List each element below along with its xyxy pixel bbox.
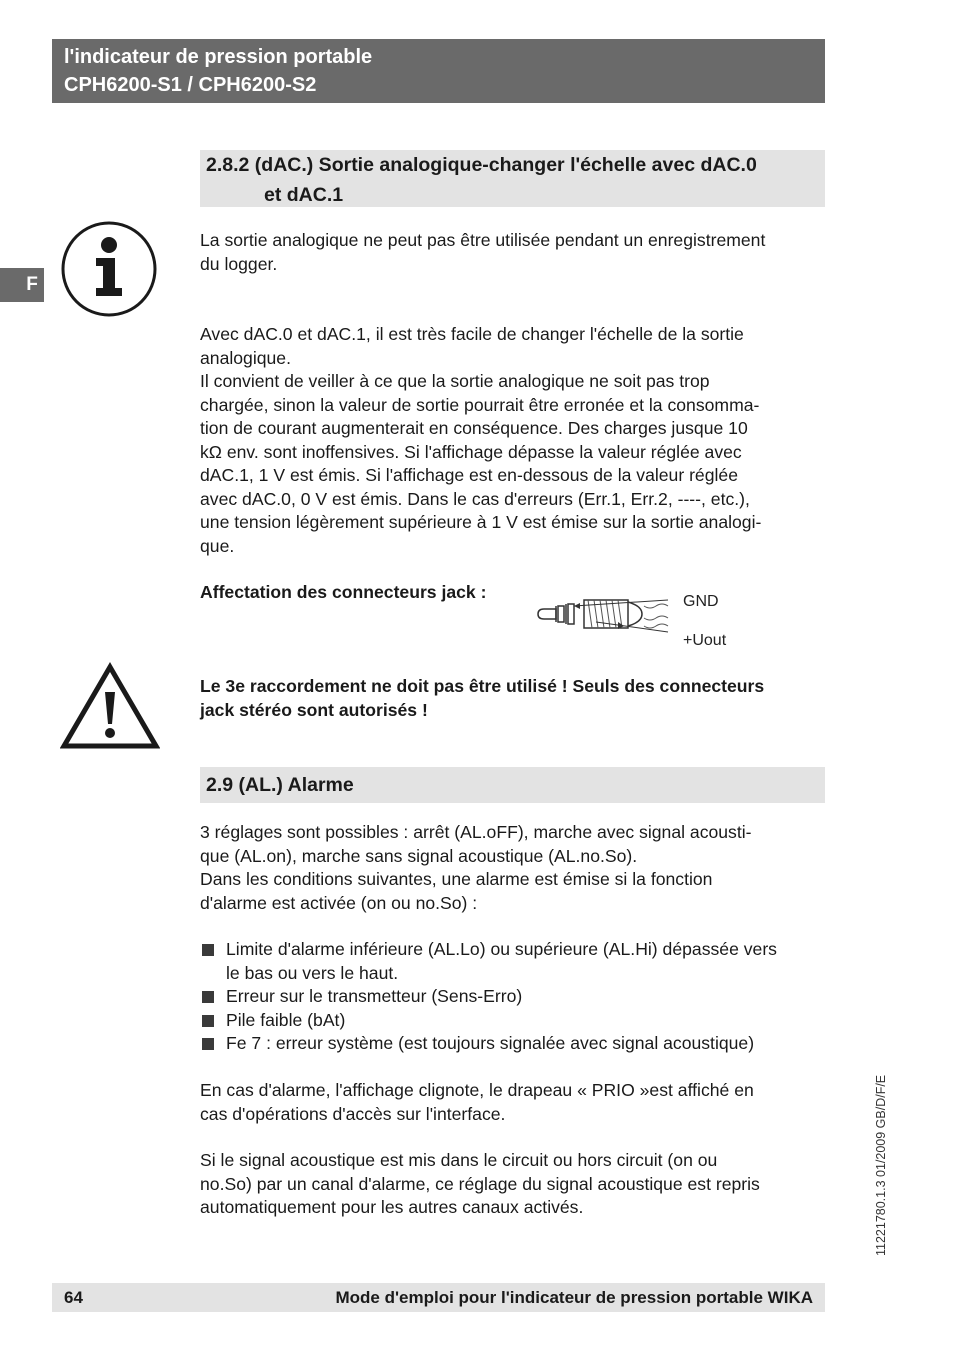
section-2-8-2-body bbox=[200, 323, 828, 558]
section-heading-line2: et dAC.1 bbox=[264, 184, 344, 206]
body-line: no.So) par un canal d'alarme, ce réglage du signal acoustique est repris bbox=[200, 1173, 760, 1194]
info-icon bbox=[60, 220, 158, 318]
jack-uout-label: +Uout bbox=[683, 632, 727, 649]
info-note bbox=[200, 229, 828, 276]
body-line: Avec dAC.0 et dAC.1, il est très facile de changer l'échelle de la sortie bbox=[200, 324, 744, 344]
warning-text bbox=[200, 675, 828, 722]
body-line: En cas d'alarme, l'affichage clignote, le drapeau « PRIO »est affiché en bbox=[200, 1080, 754, 1100]
body-line: que (AL.on), marche sans signal acoustique (AL.no.So). bbox=[200, 845, 638, 866]
page-header bbox=[52, 39, 825, 103]
body-line: automatiquement pour les autres canaux activés. bbox=[200, 1197, 584, 1217]
body-line: avec dAC.0, 0 V est émis. Dans le cas d'erreurs (Err.1, Err.2, ----, etc.), bbox=[200, 488, 750, 509]
section-heading-2-9: 2.9 (AL.) Alarme bbox=[200, 767, 825, 803]
body-line: kΩ env. sont inoffensives. Si l'affichage dépasse la valeur réglée avec bbox=[200, 441, 742, 462]
list-item bbox=[200, 985, 830, 1009]
header-title-line2: CPH6200-S1 / CPH6200-S2 bbox=[64, 74, 317, 96]
warning-line: jack stéréo sont autorisés ! bbox=[200, 699, 428, 720]
list-item-text: Erreur sur le transmetteur (Sens-Erro) bbox=[226, 986, 523, 1006]
section-2-9-para2 bbox=[200, 1079, 828, 1126]
page-number: 64 bbox=[64, 1288, 83, 1307]
body-line: Si le signal acoustique est mis dans le circuit ou hors circuit (on ou bbox=[200, 1150, 718, 1170]
list-item-text: le bas ou vers le haut. bbox=[226, 962, 399, 983]
body-line: dAC.1, 1 V est émis. Si l'affichage est en-dessous de la valeur réglée bbox=[200, 465, 738, 485]
body-line: Dans les conditions suivantes, une alarme est émise si la fonction bbox=[200, 869, 713, 889]
footer-title: Mode d'emploi pour l'indicateur de pression portable WIKA bbox=[335, 1288, 813, 1307]
warning-line: Le 3e raccordement ne doit pas être utilisé ! Seuls des connecteurs bbox=[200, 676, 765, 696]
warning-icon bbox=[60, 662, 160, 750]
section-heading-line1: 2.8.2 (dAC.) Sortie analogique-changer l'échelle avec dAC.0 bbox=[206, 154, 757, 176]
body-line: cas d'opérations d'accès sur l'interface. bbox=[200, 1103, 506, 1124]
jack-gnd-label: GND bbox=[683, 593, 719, 610]
list-item-text: Pile faible (bAt) bbox=[226, 1009, 346, 1030]
language-tab: F bbox=[0, 268, 44, 302]
list-item bbox=[200, 938, 830, 985]
page-footer bbox=[52, 1283, 825, 1312]
header-title-line1: l'indicateur de pression portable bbox=[64, 46, 373, 68]
body-line: Il convient de veiller à ce que la sortie analogique ne soit pas trop bbox=[200, 371, 710, 391]
body-line: que. bbox=[200, 535, 235, 556]
info-note-line: du logger. bbox=[200, 253, 278, 274]
body-line: 3 réglages sont possibles : arrêt (AL.oFF), marche avec signal acousti- bbox=[200, 822, 752, 842]
alarm-conditions-list bbox=[200, 938, 830, 1056]
jack-assignment-label: Affectation des connecteurs jack : bbox=[200, 582, 487, 602]
info-note-line: La sortie analogique ne peut pas être utilisée pendant un enregistrement bbox=[200, 230, 766, 250]
list-item-text: Fe 7 : erreur système (est toujours signalée avec signal acoustique) bbox=[226, 1033, 755, 1053]
document-reference: 11221780.1.3 01/2009 GB/D/F/E bbox=[874, 1074, 888, 1256]
body-line: une tension légèrement supérieure à 1 V est émise sur la sortie analogi- bbox=[200, 512, 762, 532]
list-item bbox=[200, 1032, 830, 1056]
list-item-text: Limite d'alarme inférieure (AL.Lo) ou supérieure (AL.Hi) dépassée vers bbox=[226, 939, 777, 959]
section-2-9-para3 bbox=[200, 1149, 828, 1220]
body-line: d'alarme est activée (on ou no.So) : bbox=[200, 892, 478, 913]
list-item bbox=[200, 1009, 830, 1033]
body-line: analogique. bbox=[200, 347, 291, 368]
section-heading-2-8-2 bbox=[200, 150, 825, 207]
body-line: chargée, sinon la valeur de sortie pourrait être erronée et la consomma- bbox=[200, 394, 760, 415]
body-line: tion de courant augmenterait en conséquence. Des charges jusque 10 bbox=[200, 418, 748, 438]
section-2-9-intro bbox=[200, 821, 828, 915]
jack-connector-diagram bbox=[534, 592, 674, 640]
